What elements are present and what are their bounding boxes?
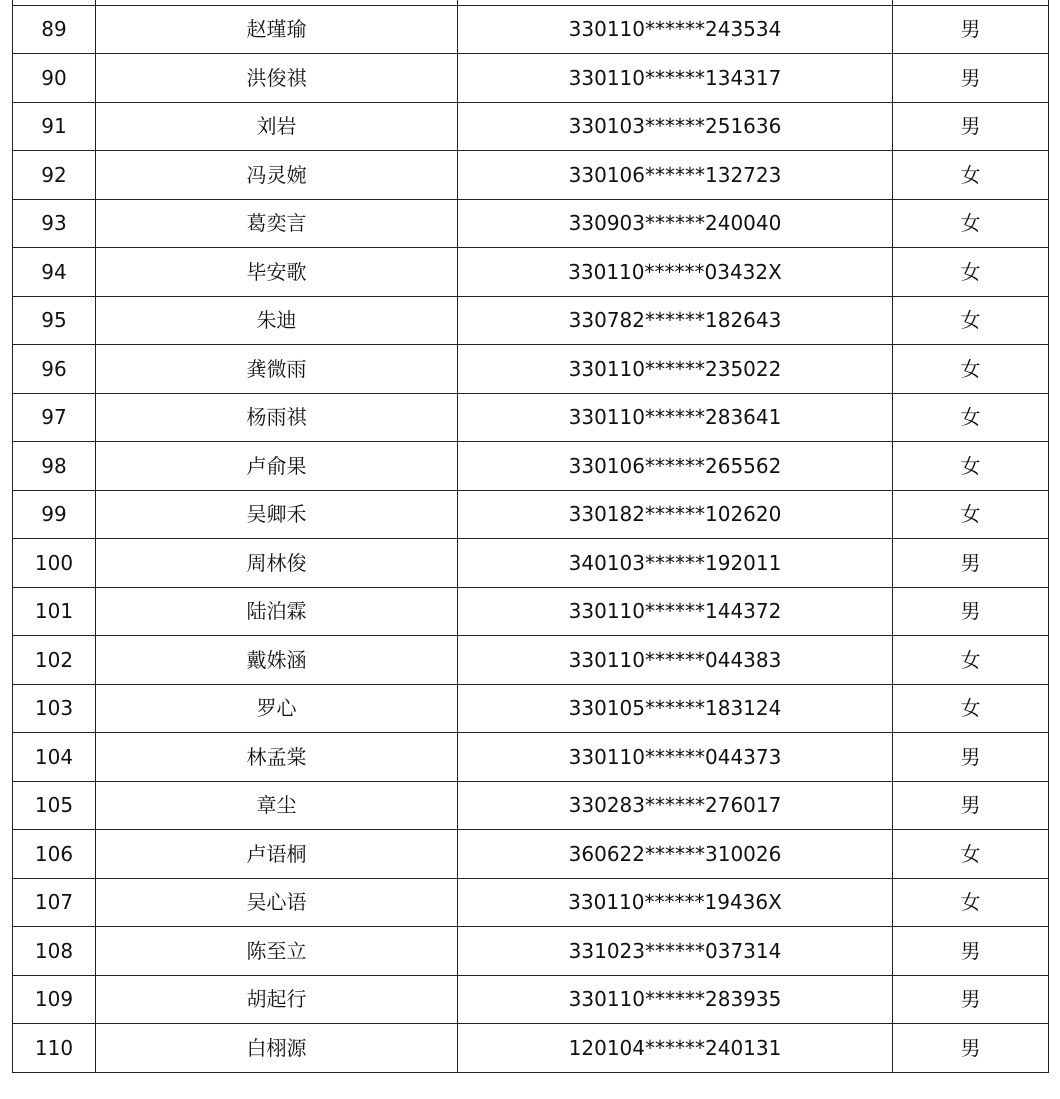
- table-row: [13, 539, 1049, 588]
- table-row: [13, 878, 1049, 927]
- id-number-cell: 330782******182643: [458, 296, 893, 345]
- table-row: [13, 151, 1049, 200]
- name-cell: 卢俞果: [96, 442, 458, 491]
- gender-cell: 女: [893, 151, 1049, 200]
- table-row: [13, 248, 1049, 297]
- gender-cell: 男: [893, 975, 1049, 1024]
- name-cell: 陆泊霖: [96, 587, 458, 636]
- gender-cell: 男: [893, 102, 1049, 151]
- gender-cell: 女: [893, 296, 1049, 345]
- name-cell: 罗心: [96, 684, 458, 733]
- gender-cell: 女: [893, 199, 1049, 248]
- index-cell: 104: [13, 733, 96, 782]
- id-number-cell: 330110******283641: [458, 393, 893, 442]
- id-number-cell: 330110******283935: [458, 975, 893, 1024]
- table-row: [13, 102, 1049, 151]
- gender-cell: 女: [893, 345, 1049, 394]
- table-row: [13, 5, 1049, 54]
- id-number-cell: 330106******132723: [458, 151, 893, 200]
- id-number-cell: 330106******265562: [458, 442, 893, 491]
- index-cell: 95: [13, 296, 96, 345]
- index-cell: 91: [13, 102, 96, 151]
- index-cell: 94: [13, 248, 96, 297]
- index-cell: 110: [13, 1024, 96, 1073]
- name-cell: 洪俊祺: [96, 54, 458, 103]
- id-number-cell: 120104******240131: [458, 1024, 893, 1073]
- id-number-cell: 330110******19436X: [458, 878, 893, 927]
- gender-cell: 男: [893, 733, 1049, 782]
- name-cell: 林孟棠: [96, 733, 458, 782]
- name-cell: 刘岩: [96, 102, 458, 151]
- index-cell: 99: [13, 490, 96, 539]
- index-cell: 96: [13, 345, 96, 394]
- id-number-cell: 330182******102620: [458, 490, 893, 539]
- index-cell: 107: [13, 878, 96, 927]
- gender-cell: 男: [893, 781, 1049, 830]
- id-number-cell: 340103******192011: [458, 539, 893, 588]
- gender-cell: 女: [893, 830, 1049, 879]
- gender-cell: 女: [893, 636, 1049, 685]
- gender-cell: 女: [893, 490, 1049, 539]
- name-cell: 毕安歌: [96, 248, 458, 297]
- roster-table-body: [13, 0, 1049, 1072]
- table-row: [13, 830, 1049, 879]
- table-row: [13, 781, 1049, 830]
- name-cell: 朱迪: [96, 296, 458, 345]
- table-row: [13, 199, 1049, 248]
- table-row: [13, 393, 1049, 442]
- index-cell: 89: [13, 5, 96, 54]
- id-number-cell: 330283******276017: [458, 781, 893, 830]
- name-cell: 卢语桐: [96, 830, 458, 879]
- id-number-cell: 330105******183124: [458, 684, 893, 733]
- index-cell: 93: [13, 199, 96, 248]
- gender-cell: 男: [893, 1024, 1049, 1073]
- id-number-cell: 330110******044373: [458, 733, 893, 782]
- gender-cell: 女: [893, 878, 1049, 927]
- table-row: [13, 54, 1049, 103]
- gender-cell: 男: [893, 5, 1049, 54]
- name-cell: 吴心语: [96, 878, 458, 927]
- index-cell: 90: [13, 54, 96, 103]
- id-number-cell: 330110******044383: [458, 636, 893, 685]
- gender-cell: 男: [893, 539, 1049, 588]
- gender-cell: 男: [893, 54, 1049, 103]
- table-row: [13, 684, 1049, 733]
- id-number-cell: 330110******144372: [458, 587, 893, 636]
- gender-cell: 男: [893, 927, 1049, 976]
- gender-cell: 男: [893, 587, 1049, 636]
- name-cell: 吴卿禾: [96, 490, 458, 539]
- table-row: [13, 442, 1049, 491]
- table-row: [13, 296, 1049, 345]
- id-number-cell: 330110******03432X: [458, 248, 893, 297]
- table-row: [13, 345, 1049, 394]
- id-number-cell: 330110******243534: [458, 5, 893, 54]
- index-cell: 102: [13, 636, 96, 685]
- table-row: [13, 636, 1049, 685]
- name-cell: 胡起行: [96, 975, 458, 1024]
- index-cell: 101: [13, 587, 96, 636]
- index-cell: 106: [13, 830, 96, 879]
- index-cell: 100: [13, 539, 96, 588]
- id-number-cell: 330110******134317: [458, 54, 893, 103]
- name-cell: 章尘: [96, 781, 458, 830]
- table-row: [13, 1024, 1049, 1073]
- name-cell: 戴姝涵: [96, 636, 458, 685]
- name-cell: 白栩源: [96, 1024, 458, 1073]
- roster-sheet: [12, 0, 1048, 1073]
- name-cell: 冯灵婉: [96, 151, 458, 200]
- id-number-cell: 330110******235022: [458, 345, 893, 394]
- gender-cell: 女: [893, 684, 1049, 733]
- table-row: [13, 733, 1049, 782]
- name-cell: 陈至立: [96, 927, 458, 976]
- id-number-cell: 331023******037314: [458, 927, 893, 976]
- table-row: [13, 490, 1049, 539]
- index-cell: 97: [13, 393, 96, 442]
- index-cell: 108: [13, 927, 96, 976]
- name-cell: 杨雨祺: [96, 393, 458, 442]
- index-cell: 98: [13, 442, 96, 491]
- table-row: [13, 587, 1049, 636]
- id-number-cell: 330103******251636: [458, 102, 893, 151]
- id-number-cell: 360622******310026: [458, 830, 893, 879]
- index-cell: 103: [13, 684, 96, 733]
- table-row: [13, 975, 1049, 1024]
- gender-cell: 女: [893, 442, 1049, 491]
- index-cell: 105: [13, 781, 96, 830]
- roster-table: [12, 0, 1049, 1073]
- gender-cell: 女: [893, 393, 1049, 442]
- table-row: [13, 927, 1049, 976]
- index-cell: 109: [13, 975, 96, 1024]
- name-cell: 赵瑾瑜: [96, 5, 458, 54]
- name-cell: 葛奕言: [96, 199, 458, 248]
- id-number-cell: 330903******240040: [458, 199, 893, 248]
- gender-cell: 女: [893, 248, 1049, 297]
- index-cell: 92: [13, 151, 96, 200]
- name-cell: 周林俊: [96, 539, 458, 588]
- name-cell: 龚微雨: [96, 345, 458, 394]
